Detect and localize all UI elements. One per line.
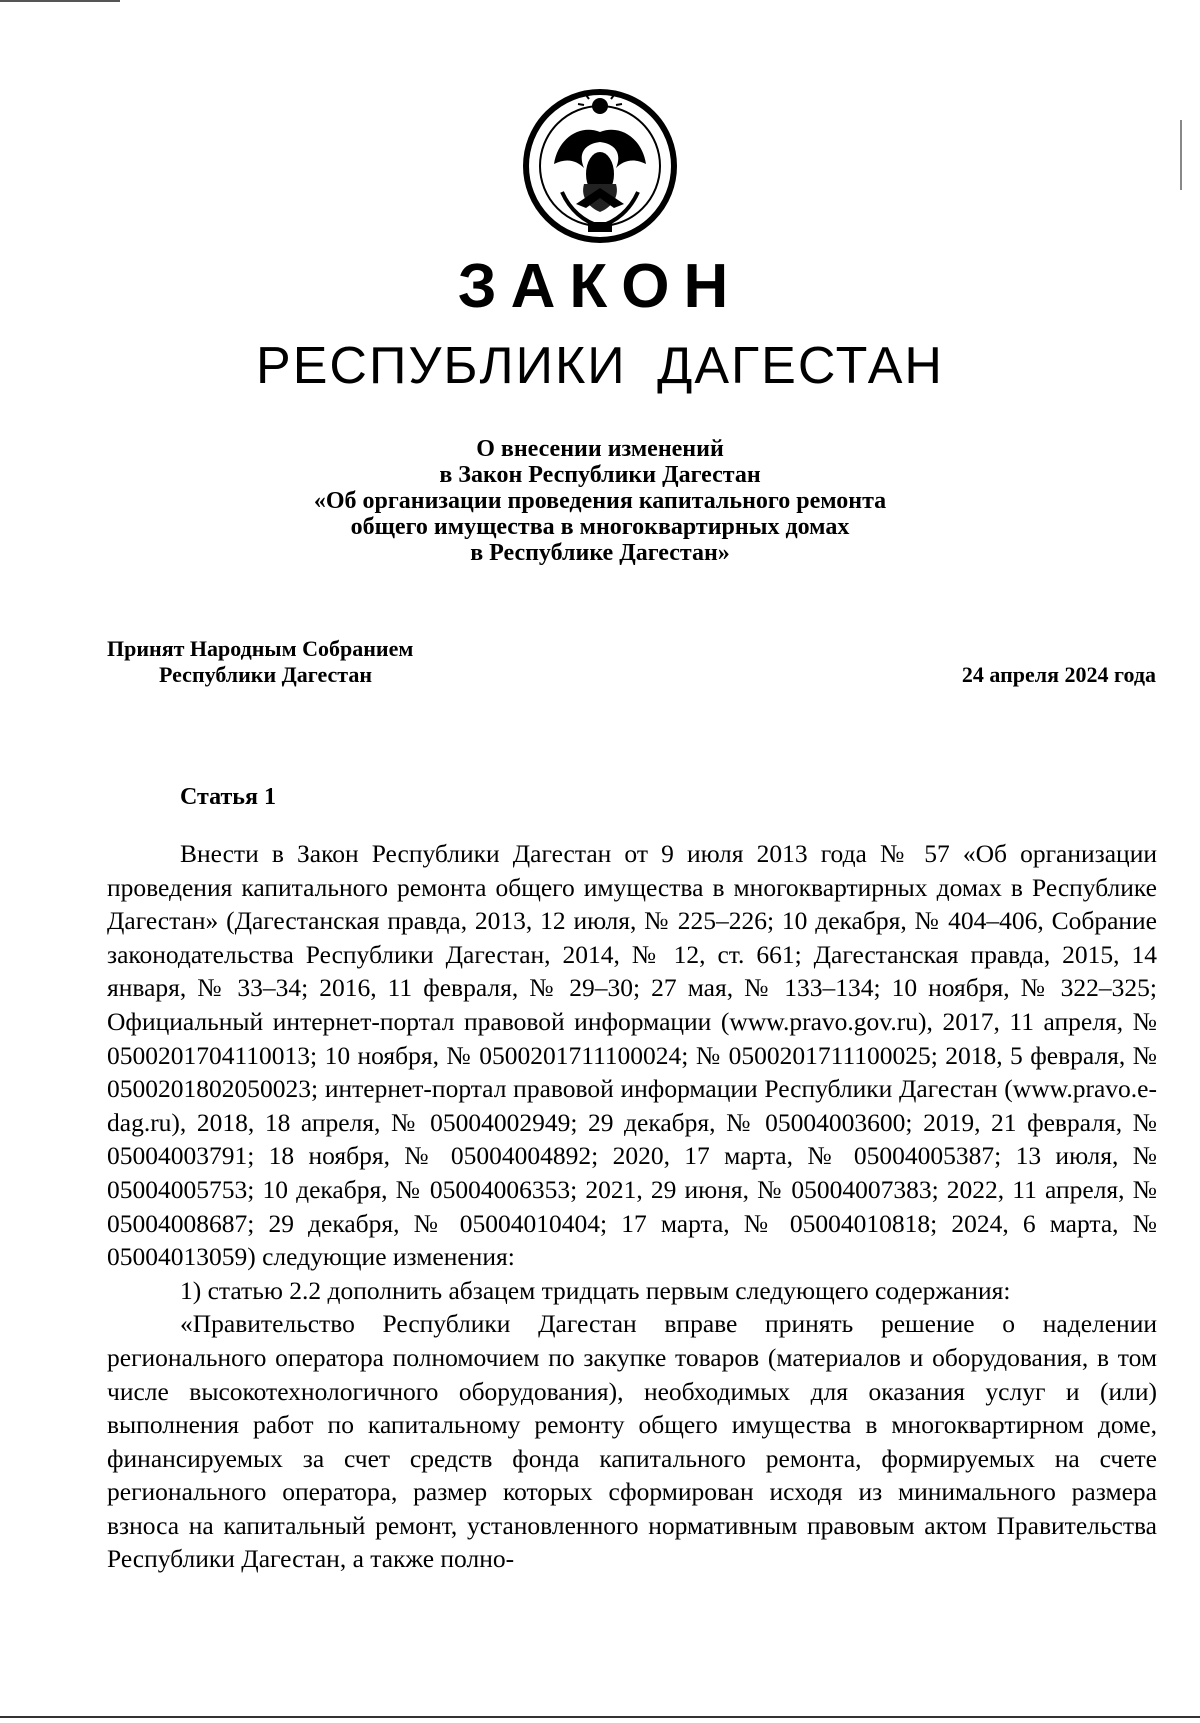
law-name-line: в Республике Дагестан» bbox=[470, 540, 730, 566]
adopted-by bbox=[107, 636, 413, 688]
scan-edge-mark bbox=[0, 0, 120, 2]
body-paragraph: «Правительство Республики Дагестан вправе принять решение о наделении регионального оператора полномочием по закупке товаров (материалов и оборудования, в том числе высокотехнологичного оборудования), необходимых для оказания услуг и (или) выполнения работ по капитальному ремонту общего имущества в многоквартирном доме, финансируемых за счет средств фонда капитального ремонта, формируемых на счете регионального оператора, размер которых сформирован исходя из минимального размера взноса на капитальный ремонт, установленного нормативным правовым актом Правительства Республики Дагестан, а также полно- bbox=[107, 1309, 1157, 1574]
law-name bbox=[0, 436, 1200, 566]
law-name-line: О внесении изменений bbox=[476, 436, 724, 462]
law-name-line: общего имущества в многоквартирных домах bbox=[350, 514, 850, 540]
scan-edge-mark bbox=[1180, 120, 1182, 190]
document-title: ЗАКОН bbox=[457, 252, 743, 321]
document-subtitle: РЕСПУБЛИКИ ДАГЕСТАН bbox=[256, 337, 944, 395]
article-heading: Статья 1 bbox=[180, 784, 276, 810]
adopted-by-line: Принят Народным Собранием bbox=[107, 636, 414, 661]
law-name-line: в Закон Республики Дагестан bbox=[439, 462, 761, 488]
body-paragraph: Внести в Закон Республики Дагестан от 9 июля 2013 года № 57 «Об организации проведения капитального ремонта общего имущества в многоквартирных домах в Республике Дагестан» (Дагестанская правда, 2013, 12 июля, № 225–226; 10 декабря, № 404–406, Собрание законодательства Республики Дагестан, 2014, № 12, ст. 661; Дагестанская правда, 2015, 14 января, № 33–34; 2016, 11 февраля, № 29–30; 27 мая, № 133–134; 10 ноября, № 322–325; Официальный интернет-портал правовой информации (www.pravo.gov.ru), 2017, 11 апреля, № 0500201704110013; 10 ноября, № 0500201711100024; № 0500201711100025; 2018, 5 февраля, № 0500201802050023; интернет-портал правовой информации Республики Дагестан (www.pravo.e-dag.ru), 2018, 18 апреля, № 05004002949; 29 декабря, № 05004003600; 2019, 21 февраля, № 05004003791; 18 ноября, № 05004004892; 2020, 17 марта, № 05004005387; 13 июля, № 05004005753; 10 декабря, № 05004006353; 2021, 29 июня, № 05004007383; 2022, 11 апреля, № 05004008687; 29 декабря, № 05004010404; 17 марта, № 05004010818; 2024, 6 марта, № 05004013059) следующие изменения: bbox=[107, 839, 1157, 1272]
law-name-line: «Об организации проведения капитального ремонта bbox=[313, 488, 887, 514]
adopted-by-line: Республики Дагестан bbox=[159, 662, 373, 687]
adoption-date: 24 апреля 2024 года bbox=[961, 662, 1156, 687]
coat-of-arms-emblem bbox=[518, 84, 682, 248]
scan-edge-mark bbox=[0, 1716, 1200, 1718]
body-paragraph: 1) статью 2.2 дополнить абзацем тридцать первым следующего содержания: bbox=[180, 1275, 1011, 1305]
article-body bbox=[107, 837, 1157, 1576]
